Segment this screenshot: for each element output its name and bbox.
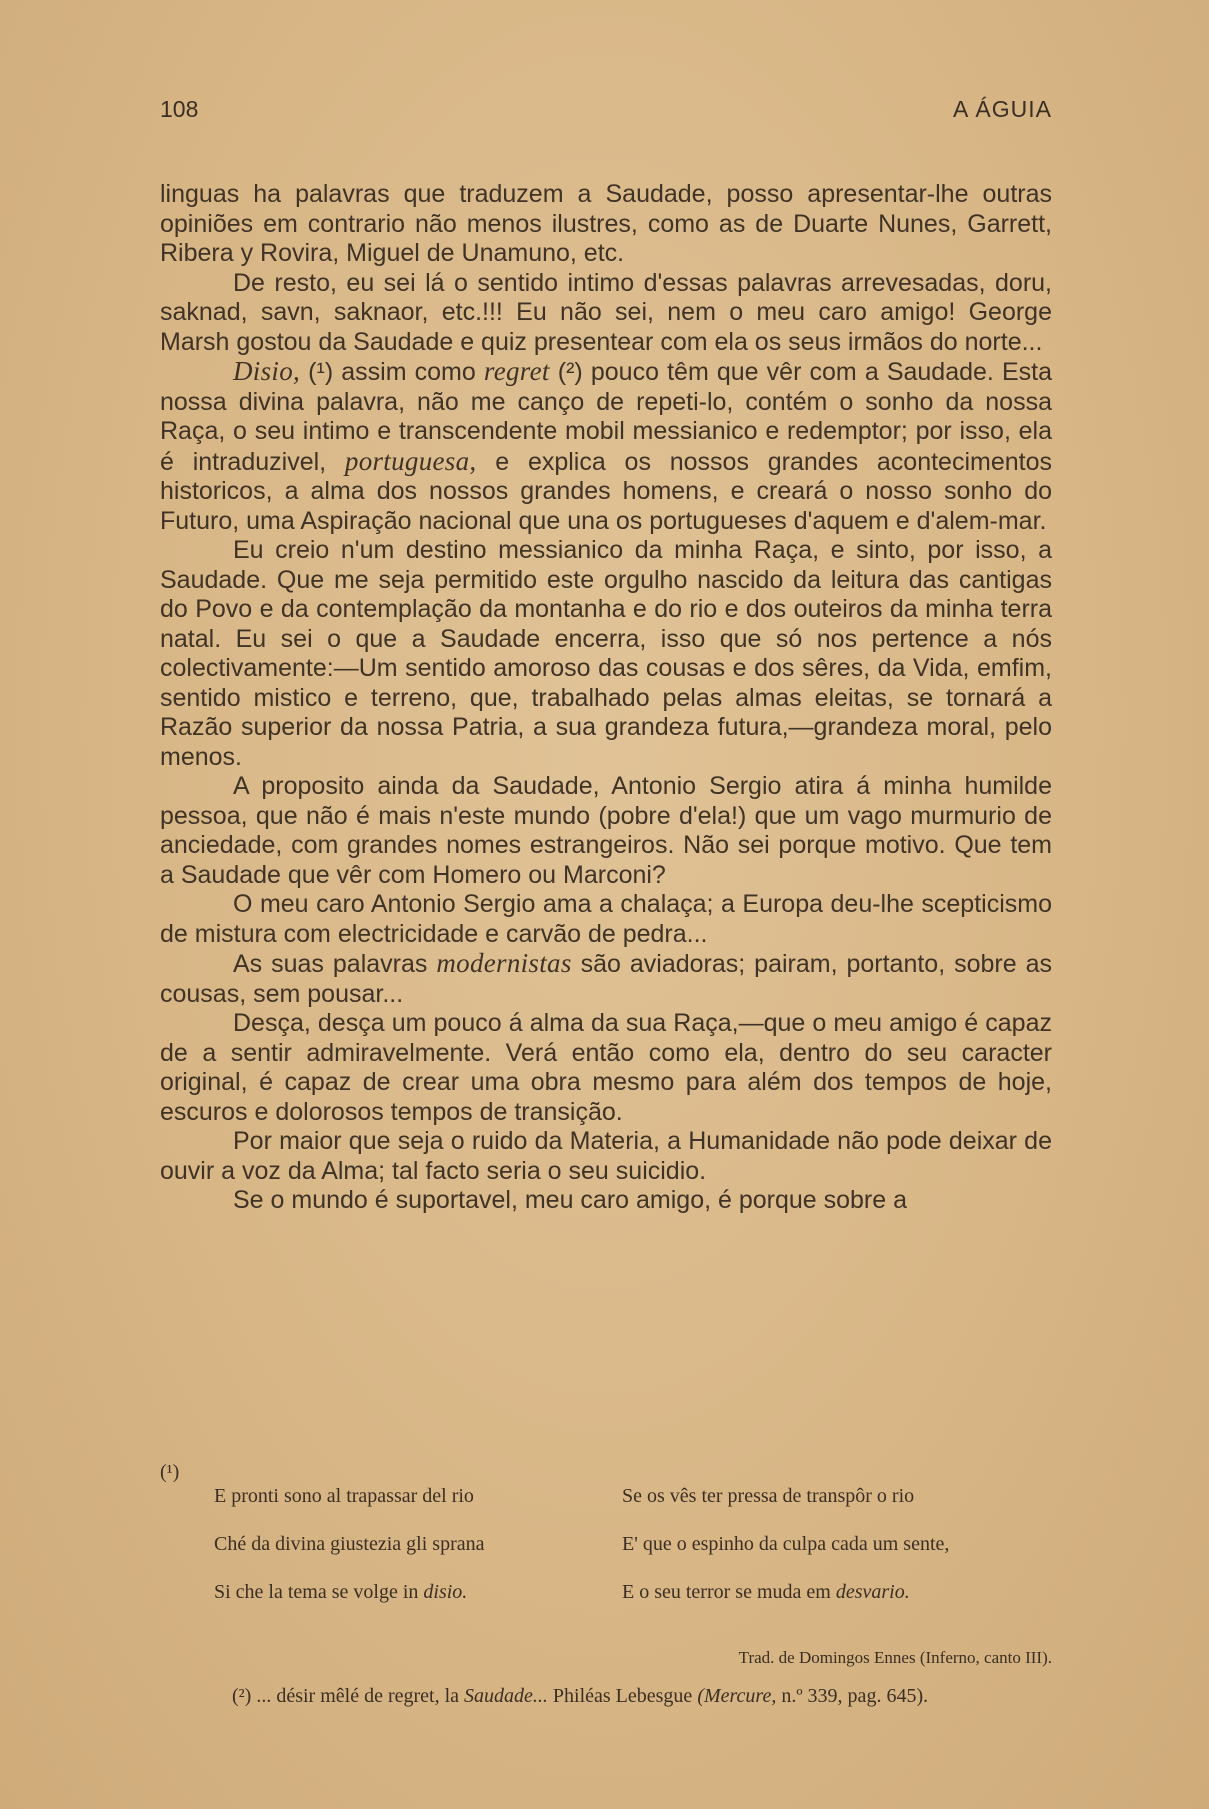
footnotes xyxy=(160,1460,1052,1708)
footnote-ref-2: (²) xyxy=(557,358,583,386)
portuguese-line-3-text: E o seu terror se muda em xyxy=(622,1581,831,1603)
italian-line-3-text: Si che la tema se volge in xyxy=(214,1581,419,1603)
footnote-2-mark: (²) xyxy=(232,1685,252,1707)
p1-text: linguas ha palavras que traduzem a Saudade, posso apresentar-lhe outras opiniões em contrario não menos ilustres, como as de Duarte Nunes, Garrett, Ribera y Rovira, Miguel de Unamuno, etc. xyxy=(160,180,1052,267)
paragraph-8 xyxy=(160,1009,1052,1127)
footnote-2-author: Philéas Lebesgue xyxy=(552,1685,693,1707)
p10-text: Se o mundo é suportavel, meu caro amigo, é porque sobre a xyxy=(233,1186,908,1214)
term-regret: regret xyxy=(483,356,550,386)
translation-credit: Trad. de Domingos Ennes (Inferno, canto III). xyxy=(738,1648,1052,1667)
paragraph-2 xyxy=(160,269,1052,358)
footnote-2-text-a: ... désir mêlé de regret, la xyxy=(256,1685,460,1707)
p3-text-c: pouco têm que vêr com a Saudade. Esta nossa divina palavra, não me canço de repeti-lo, contém o sonho da nossa Raça, o seu intimo e transcendente mobil messianico e redemptor; por isso, ela é intraduzivel, xyxy=(160,358,1052,476)
paragraph-1 xyxy=(160,180,1052,269)
paragraph-10 xyxy=(160,1186,1052,1216)
portuguese-line-3-italic: desvario. xyxy=(835,1581,910,1603)
page-header xyxy=(160,96,1052,130)
main-text xyxy=(160,180,1052,1216)
p7-text-b: são aviadoras; pairam, portanto, sobre as cousas, sem pousar... xyxy=(160,950,1052,1008)
footnote-ref-1: (¹) xyxy=(308,358,334,386)
p5-text: A proposito ainda da Saudade, Antonio Sergio atira á minha humilde pessoa, que não é mais n'este mundo (pobre d'ela!) que um vago murmurio de anciedade, com grandes nomes estrangeiros. Não sei porque motivo. Que tem a Saudade que vêr com Homero ou Marconi? xyxy=(160,772,1052,889)
p3-text-d: e explica os nossos grandes acontecimentos historicos, a alma dos nossos grandes homens, e creará o nosso sonho do Futuro, uma Aspiração nacional que una os portugueses d'aquem e d'alem-mar. xyxy=(160,447,1052,535)
paragraph-9 xyxy=(160,1127,1052,1186)
p9-text: Por maior que seja o ruido da Materia, a Humanidade não pode deixar de ouvir a voz da Alma; tal facto seria o seu suicidio. xyxy=(160,1127,1052,1185)
p7-text-a: As suas palavras xyxy=(233,950,428,978)
running-title: A ÁGUIA xyxy=(952,96,1052,122)
term-portuguesa: portuguesa, xyxy=(344,445,477,476)
portuguese-line-1: Se os vês ter pressa de transpôr o rio xyxy=(622,1485,915,1507)
footnote-2 xyxy=(160,1684,1052,1708)
paragraph-4 xyxy=(160,536,1052,772)
term-modernistas: modernistas xyxy=(436,948,572,978)
footnote-2-text-c: n.º 339, pag. 645). xyxy=(781,1685,929,1707)
paragraph-3 xyxy=(160,357,1052,536)
italian-line-3 xyxy=(214,1580,614,1604)
italian-line-2: Ché da divina giustezia gli sprana xyxy=(214,1533,485,1555)
footnote-1-italian xyxy=(214,1460,614,1628)
term-disio: Disio, xyxy=(233,356,301,386)
paragraph-5 xyxy=(160,772,1052,890)
italian-line-3-italic: disio. xyxy=(423,1581,468,1603)
footnote-1-portuguese xyxy=(622,1460,1052,1628)
page-number: 108 xyxy=(160,96,199,122)
p3-text-b: assim como xyxy=(341,358,476,386)
portuguese-line-3 xyxy=(622,1580,1052,1604)
p4-text: Eu creio n'um destino messianico da minha Raça, e sinto, por isso, a Saudade. Que me seja permitido este orgulho nascido da leitura das cantigas do Povo e da contemplação da montanha e do rio e dos outeiros da minha terra natal. Eu sei o que a Saudade encerra, isso que só nos pertence a nós colectivamente:—Um sentido amoroso das cousas e dos sêres, da Vida, emfim, sentido mistico e terreno, que, trabalhado pelas almas eleitas, se tornará a Razão superior da nossa Patria, a sua grandeza futura,—grandeza moral, pelo menos. xyxy=(160,536,1052,771)
portuguese-line-2: E' que o espinho da culpa cada um sente, xyxy=(622,1533,950,1555)
footnote-1-mark: (¹) xyxy=(160,1461,180,1483)
paragraph-7 xyxy=(160,949,1052,1009)
paragraph-6 xyxy=(160,890,1052,949)
p2-text: De resto, eu sei lá o sentido intimo d'essas palavras arrevesadas, doru, saknad, savn, saknaor, etc.!!! Eu não sei, nem o meu caro amigo! George Marsh gostou da Saudade e quiz presentear com ela os seus irmãos do norte... xyxy=(160,268,1052,356)
italian-line-1: E pronti sono al trapassar del rio xyxy=(214,1485,474,1507)
footnote-1 xyxy=(160,1460,1052,1628)
p6-text: O meu caro Antonio Sergio ama a chalaça; a Europa deu-lhe scepticismo de mistura com electricidade e carvão de pedra... xyxy=(160,890,1052,948)
footnote-2-saudade: Saudade... xyxy=(464,1685,548,1707)
footnote-2-source: (Mercure, xyxy=(697,1685,777,1707)
p8-text: Desça, desça um pouco á alma da sua Raça,—que o meu amigo é capaz de a sentir admiravelmente. Verá então como ela, dentro do seu caracter original, é capaz de crear uma obra mesmo para além dos tempos de hoje, escuros e dolorosos tempos de transição. xyxy=(160,1009,1052,1126)
